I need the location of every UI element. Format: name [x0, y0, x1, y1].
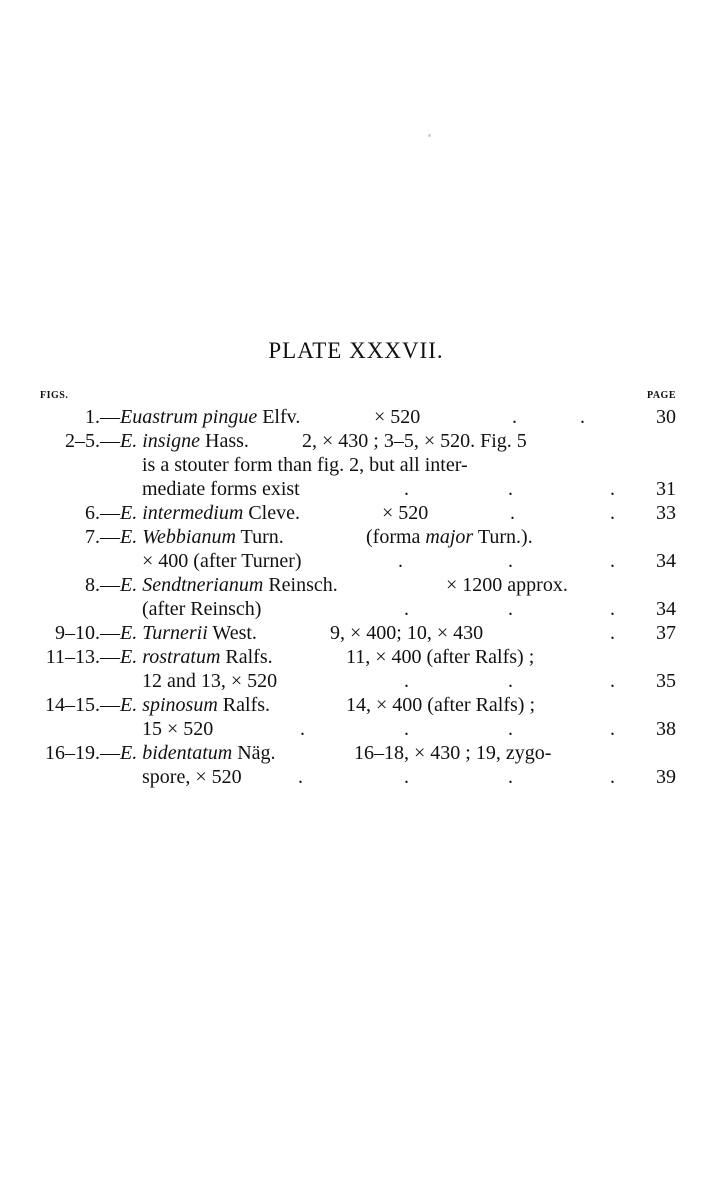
leader-dot: . [508, 766, 513, 788]
leader-dot: . [610, 622, 615, 644]
fig-number: 14–15.— [45, 694, 120, 716]
leader-dot: . [508, 718, 513, 740]
authority: Turn. [235, 526, 284, 548]
page-number: 35 [656, 670, 676, 692]
continuation-text: is a stouter form than fig. 2, but all inter- [142, 454, 468, 476]
leader-dot: . [508, 670, 513, 692]
entry-text: 14, × 400 (after Ralfs) ; [346, 694, 536, 716]
authority: Reinsch. [263, 574, 338, 596]
entry-text: 11, × 400 (after Ralfs) ; [346, 646, 535, 668]
page-number: 34 [656, 550, 676, 572]
continuation-text: 15 × 520 [142, 718, 214, 740]
page-number: 37 [656, 622, 676, 644]
page-column-header: PAGE [646, 390, 676, 401]
magnification: × 520 [382, 502, 429, 524]
species-name: E. rostratum [120, 646, 221, 668]
plate-legend [0, 405, 712, 789]
legend-entry-16-19 [0, 741, 712, 765]
leader-dot: . [512, 406, 517, 428]
fig-number: 16–19.— [45, 742, 120, 764]
leader-dot: . [508, 478, 513, 500]
magnification: × 520 [374, 406, 421, 428]
legend-entry-16-19-continued [0, 765, 712, 789]
page-number: 33 [656, 502, 676, 524]
fig-number: 8.— [85, 574, 120, 596]
leader-dot: . [404, 718, 409, 740]
page-number: 30 [656, 406, 676, 428]
legend-entry-2 [0, 429, 712, 453]
legend-entry-2-continued [0, 453, 712, 477]
paper-speck [428, 134, 431, 137]
species-name: E. spinosum [120, 694, 218, 716]
leader-dot: . [610, 478, 615, 500]
fig-number: 1.— [85, 406, 120, 428]
page-number: 31 [656, 478, 676, 500]
species-name: E. Sendtnerianum [120, 574, 264, 596]
species-name: E. insigne [120, 430, 200, 452]
authority: West. [207, 622, 257, 644]
authority: Hass. [200, 430, 249, 452]
legend-entry-11-13-continued [0, 669, 712, 693]
entry-text: 2, × 430 ; 3–5, × 520. Fig. 5 [302, 430, 527, 452]
plate-title: PLATE XXXVII. [268, 338, 444, 363]
species-name: Euastrum pingue [120, 406, 258, 428]
leader-dot: . [610, 766, 615, 788]
leader-dot: . [398, 550, 403, 572]
leader-dot: . [610, 718, 615, 740]
page-number: 34 [656, 598, 676, 620]
leader-dot: . [508, 550, 513, 572]
leader-dot: . [580, 406, 585, 428]
legend-entry-6 [0, 501, 712, 525]
authority: Ralfs. [220, 646, 273, 668]
leader-dot: . [298, 766, 303, 788]
legend-entry-14-15-continued [0, 717, 712, 741]
continuation-text: (after Reinsch) [142, 598, 262, 620]
fig-number: 7.— [85, 526, 120, 548]
leader-dot: . [508, 598, 513, 620]
magnification: × 1200 approx. [446, 574, 568, 596]
legend-entry-8 [0, 573, 712, 597]
leader-dot: . [404, 670, 409, 692]
entry-text: Turn.). [473, 526, 533, 548]
species-name: E. Webbianum [120, 526, 236, 548]
fig-number: 9–10.— [55, 622, 120, 644]
figs-column-header: FIGS. [40, 390, 69, 401]
species-name: E. Turnerii [120, 622, 208, 644]
continuation-text: × 400 (after Turner) [142, 550, 302, 572]
leader-dot: . [404, 766, 409, 788]
leader-dot: . [300, 718, 305, 740]
leader-dot: . [610, 502, 615, 524]
page-number: 39 [656, 766, 676, 788]
fig-number: 2–5.— [65, 430, 120, 452]
species-name: E. bidentatum [120, 742, 233, 764]
legend-entry-8-continued [0, 597, 712, 621]
leader-dot: . [610, 598, 615, 620]
entry-text: 16–18, × 430 ; 19, zygo- [354, 742, 552, 764]
leader-dot: . [510, 502, 515, 524]
legend-entry-9-10 [0, 621, 712, 645]
legend-entry-7-continued [0, 549, 712, 573]
leader-dot: . [404, 598, 409, 620]
legend-entry-2-continued [0, 477, 712, 501]
authority: Ralfs. [217, 694, 271, 716]
fig-number: 11–13.— [45, 646, 120, 668]
leader-dot: . [610, 670, 615, 692]
continuation-text: mediate forms exist [142, 478, 300, 500]
page-number: 38 [656, 718, 676, 740]
legend-entry-11-13 [0, 645, 712, 669]
fig-number: 6.— [85, 502, 120, 524]
legend-entry-7 [0, 525, 712, 549]
leader-dot: . [404, 478, 409, 500]
continuation-text: spore, × 520 [142, 766, 242, 788]
authority: Cleve. [243, 502, 300, 524]
entry-text: (forma [366, 526, 426, 548]
species-name: E. intermedium [120, 502, 244, 524]
authority: Elfv. [257, 406, 301, 428]
authority: Näg. [232, 742, 276, 764]
entry-text: 9, × 400; 10, × 430 [330, 622, 484, 644]
continuation-text: 12 and 13, × 520 [142, 670, 278, 692]
legend-entry-14-15 [0, 693, 712, 717]
leader-dot: . [610, 550, 615, 572]
variety-name: major [425, 526, 474, 548]
legend-entry-1 [0, 405, 712, 429]
